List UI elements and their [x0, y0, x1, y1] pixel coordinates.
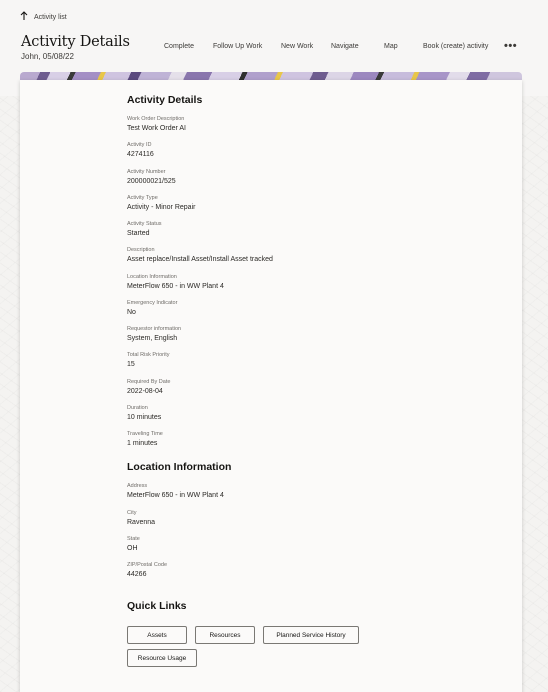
field-label: Activity Status: [127, 221, 162, 227]
activity-details-heading: Activity Details: [127, 94, 203, 106]
field-value: Test Work Order AI: [127, 125, 186, 132]
follow-up-work-button[interactable]: Follow Up Work: [213, 43, 263, 50]
arrow-up-icon: [20, 11, 28, 23]
field-duration: [127, 405, 161, 421]
details-card: [20, 80, 522, 692]
field-value: System, English: [127, 335, 178, 342]
field-address: [127, 483, 224, 499]
field-value: 2022-08-04: [127, 388, 163, 395]
field-value: Ravenna: [127, 519, 156, 526]
field-activity-type: [127, 195, 195, 211]
complete-button[interactable]: Complete: [164, 43, 194, 50]
field-label: Duration: [127, 405, 148, 411]
field-value: MeterFlow 650 - in WW Plant 4: [127, 492, 224, 499]
field-label: Required By Date: [127, 379, 171, 385]
field-label: Traveling Time: [127, 431, 163, 437]
more-horizontal-icon[interactable]: •••: [504, 40, 518, 52]
field-value: 1 minutes: [127, 440, 158, 447]
field-traveling-time: [127, 431, 163, 447]
field-label: ZIP/Postal Code: [127, 562, 168, 568]
field-label: Activity Type: [127, 195, 158, 201]
field-city: [127, 510, 155, 526]
navigate-button[interactable]: Navigate: [331, 43, 359, 50]
header-banner: [20, 72, 522, 80]
field-label: State: [127, 536, 140, 542]
field-label: Requestor information: [127, 326, 182, 332]
field-value: 44266: [127, 571, 147, 578]
planned-service-history-button[interactable]: Planned Service History: [263, 626, 359, 644]
resource-usage-button[interactable]: Resource Usage: [127, 649, 197, 667]
field-label: Emergency Indicator: [127, 300, 178, 306]
field-value: OH: [127, 545, 138, 552]
field-zip-postal-code: [127, 562, 167, 578]
field-location-information: [127, 274, 224, 290]
new-work-button[interactable]: New Work: [281, 43, 314, 50]
field-label: Total Risk Priority: [127, 352, 170, 358]
field-value: No: [127, 309, 136, 316]
field-label: Location Information: [127, 274, 177, 280]
page-subtitle: John, 05/08/22: [21, 52, 74, 61]
field-label: Activity Number: [127, 169, 166, 175]
field-value: Asset replace/Install Asset/Install Asset tracked: [127, 256, 273, 263]
field-value: 15: [127, 361, 135, 368]
assets-button[interactable]: Assets: [127, 626, 187, 644]
field-label: Work Order Description: [127, 116, 185, 122]
field-total-risk-priority: [127, 352, 169, 368]
page-title: Activity Details: [21, 34, 130, 50]
field-value: MeterFlow 650 - in WW Plant 4: [127, 283, 224, 290]
field-work-order-description: [127, 116, 186, 132]
field-label: Description: [127, 247, 155, 253]
field-label: Address: [127, 483, 148, 489]
field-required-by-date: [127, 379, 170, 395]
field-activity-number: [127, 169, 176, 185]
field-state: [127, 536, 140, 552]
map-button[interactable]: Map: [384, 43, 398, 50]
field-activity-status: [127, 221, 162, 237]
field-value: 10 minutes: [127, 414, 162, 421]
field-value: 200000021/525: [127, 178, 176, 185]
field-activity-id: [127, 142, 154, 158]
resources-button[interactable]: Resources: [195, 626, 255, 644]
book-activity-button[interactable]: Book (create) activity: [423, 43, 489, 50]
field-value: Activity - Minor Repair: [127, 204, 196, 211]
location-information-heading: Location Information: [127, 461, 232, 473]
back-to-activity-list-link[interactable]: [20, 11, 67, 23]
field-emergency-indicator: [127, 300, 177, 316]
field-label: Activity ID: [127, 142, 152, 148]
field-label: City: [127, 510, 137, 516]
quick-links-heading: Quick Links: [127, 600, 187, 612]
field-value: 4274116: [127, 151, 154, 158]
back-link-label: Activity list: [34, 13, 67, 21]
field-requestor-information: [127, 326, 181, 342]
field-description: [127, 247, 273, 263]
field-value: Started: [127, 230, 150, 237]
